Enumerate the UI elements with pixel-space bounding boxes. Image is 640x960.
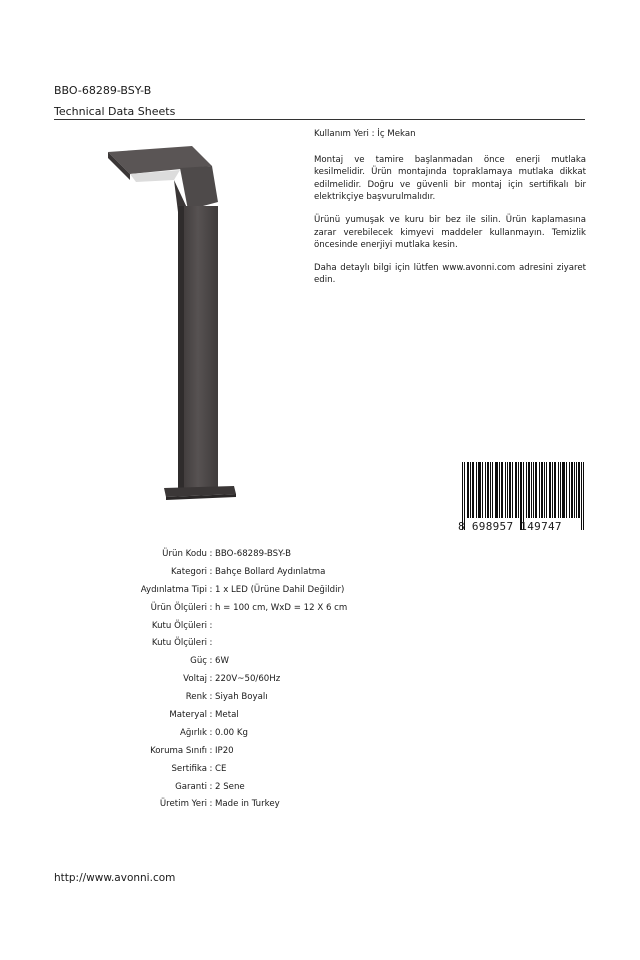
product-code-heading: BBO-68289-BSY-B [54,84,152,97]
barcode-bar [510,462,511,518]
spec-row [90,670,490,688]
barcode-bar [479,462,480,518]
spec-separator: : [209,692,213,703]
spec-separator: : [209,799,213,810]
barcode-bar [480,462,481,518]
spec-label: Ürün Kodu [162,548,207,559]
spec-separator: : [209,727,213,738]
barcode-bar [572,462,573,518]
spec-separator: : [209,602,213,613]
barcode-bar [533,462,534,518]
spec-row [90,688,490,706]
spec-table [90,545,490,813]
barcode-bar [536,462,537,518]
barcode-bar [509,462,510,518]
spec-label: Garanti [175,781,207,792]
spec-value: Made in Turkey [215,799,280,810]
spec-value: IP20 [215,745,234,756]
spec-label: Aydınlatma Tipi [140,584,207,595]
spec-row [90,706,490,724]
barcode-bar [478,462,479,518]
spec-separator: : [209,566,213,577]
barcode-bar [499,462,500,518]
barcode-bar [467,462,468,518]
barcode-bar [571,462,572,518]
spec-row [90,724,490,742]
barcode-bar [468,462,469,518]
website-paragraph: Daha detaylı bilgi için lütfen www.avonni.com adresini ziyaret edin. [314,262,586,286]
barcode-bar [564,462,565,518]
spec-row [90,617,490,635]
spec-label: Ağırlık [179,727,207,738]
spec-label: Ürün Ölçüleri [150,602,207,613]
barcode-bar [492,462,493,518]
spec-row [90,599,490,617]
barcode-bar [488,462,489,518]
barcode-bar [502,462,503,518]
barcode-bar [473,462,474,518]
spec-value: 6W [215,656,229,667]
safety-paragraph: Montaj ve tamire başlanmadan önce enerji mutlaka kesilmelidir. Ürün montajında topraklamaya mutlaka dikkat edilmelidir. Doğru ve güvenli bir montaj için sertifikalı bir elektrikçiye başvurulmalıdır. [314,154,586,203]
barcode-bar [552,462,553,518]
barcode-bar [526,462,527,518]
spec-label: Kategori [170,566,207,577]
document-subtitle: Technical Data Sheets [54,105,176,118]
barcode-bar [569,462,570,518]
spec-label: Sertifika [171,763,207,774]
spec-value: 2 Sene [215,781,245,792]
barcode-bar [558,462,559,518]
spec-row [90,581,490,599]
spec-row [90,795,490,813]
barcode-bar [531,462,532,518]
barcode-bar [542,462,543,518]
barcode-bar [576,462,577,518]
spec-label: Kutu Ölçüleri [151,638,207,649]
spec-separator: : [209,781,213,792]
barcode-bar [554,462,555,518]
barcode-bar [476,462,477,518]
spec-row [90,778,490,796]
barcode-bar [490,462,491,518]
barcode-bar [496,462,497,518]
spec-value: BBO-68289-BSY-B [215,548,291,559]
barcode-bar [566,462,567,518]
barcode-bar [515,462,516,518]
spec-separator: : [209,656,213,667]
barcode-bar [507,462,508,518]
spec-label: Materyal [169,709,207,720]
spec-separator: : [209,745,213,756]
spec-row [90,652,490,670]
spec-value: 220V~50/60Hz [215,674,281,685]
barcode-bar [516,462,517,518]
spec-label: Renk [185,692,207,703]
barcode-bar [495,462,496,518]
barcode-bar [544,462,545,518]
product-info [314,128,586,297]
spec-label: Kutu Ölçüleri [151,620,207,631]
barcode-bar [546,462,547,518]
barcode-bar [560,462,561,518]
spec-label: Voltaj [183,674,207,685]
barcode-bar [482,462,483,518]
document-header [54,83,585,119]
header-divider [54,119,585,120]
spec-value: Bahçe Bollard Aydınlatma [215,566,326,577]
spec-row [90,760,490,778]
spec-separator: : [209,638,213,649]
usage-location: Kullanım Yeri : İç Mekan [314,129,416,139]
barcode-bar [501,462,502,518]
barcode-bar [518,462,519,518]
spec-separator: : [209,620,213,631]
spec-value: h = 100 cm, WxD = 12 X 6 cm [215,602,348,613]
barcode-bar [555,462,556,518]
barcode-bar [574,462,575,518]
spec-value: 1 x LED (Ürüne Dahil Değildir) [215,584,345,595]
spec-separator: : [209,584,213,595]
footer-url[interactable]: http://www.avonni.com [54,872,176,884]
spec-value: 0.00 Kg [215,727,248,738]
spec-row [90,634,490,652]
barcode-bar [487,462,488,518]
barcode-bar [550,462,551,518]
barcode-bar [472,462,473,518]
spec-row [90,742,490,760]
spec-row [90,545,490,563]
barcode-bar [529,462,530,518]
spec-row [90,563,490,581]
product-image [100,140,250,505]
barcode-bar [539,462,540,518]
barcode-digits: 8 698957 149747 [458,520,562,533]
barcode-bar [505,462,506,518]
spec-value: Metal [215,709,239,720]
spec-label: Koruma Sınıfı [150,745,207,756]
barcode-bar [512,462,513,518]
barcode-bar [535,462,536,518]
spec-separator: : [209,674,213,685]
spec-value: CE [215,763,227,774]
spec-separator: : [209,763,213,774]
barcode-bar [528,462,529,518]
barcode-bar [578,462,579,518]
spec-value: Siyah Boyalı [215,692,268,703]
barcode-bar [562,462,563,518]
barcode-bar [563,462,564,518]
spec-label: Üretim Yeri [159,799,207,810]
barcode-bar [470,462,471,518]
spec-label: Güç [190,656,207,667]
spec-separator: : [209,709,213,720]
barcode-bar [549,462,550,518]
spec-separator: : [209,548,213,559]
cleaning-paragraph: Ürünü yumuşak ve kuru bir bez ile silin. Ürün kaplamasına zarar verebilecek kimyevi maddeler kullanmayın. Temizlik öncesinde enerjiyi mutlaka kesin. [314,214,586,251]
barcode-bar [541,462,542,518]
barcode-bar [485,462,486,518]
barcode-bar [579,462,580,518]
barcode-bar [497,462,498,518]
